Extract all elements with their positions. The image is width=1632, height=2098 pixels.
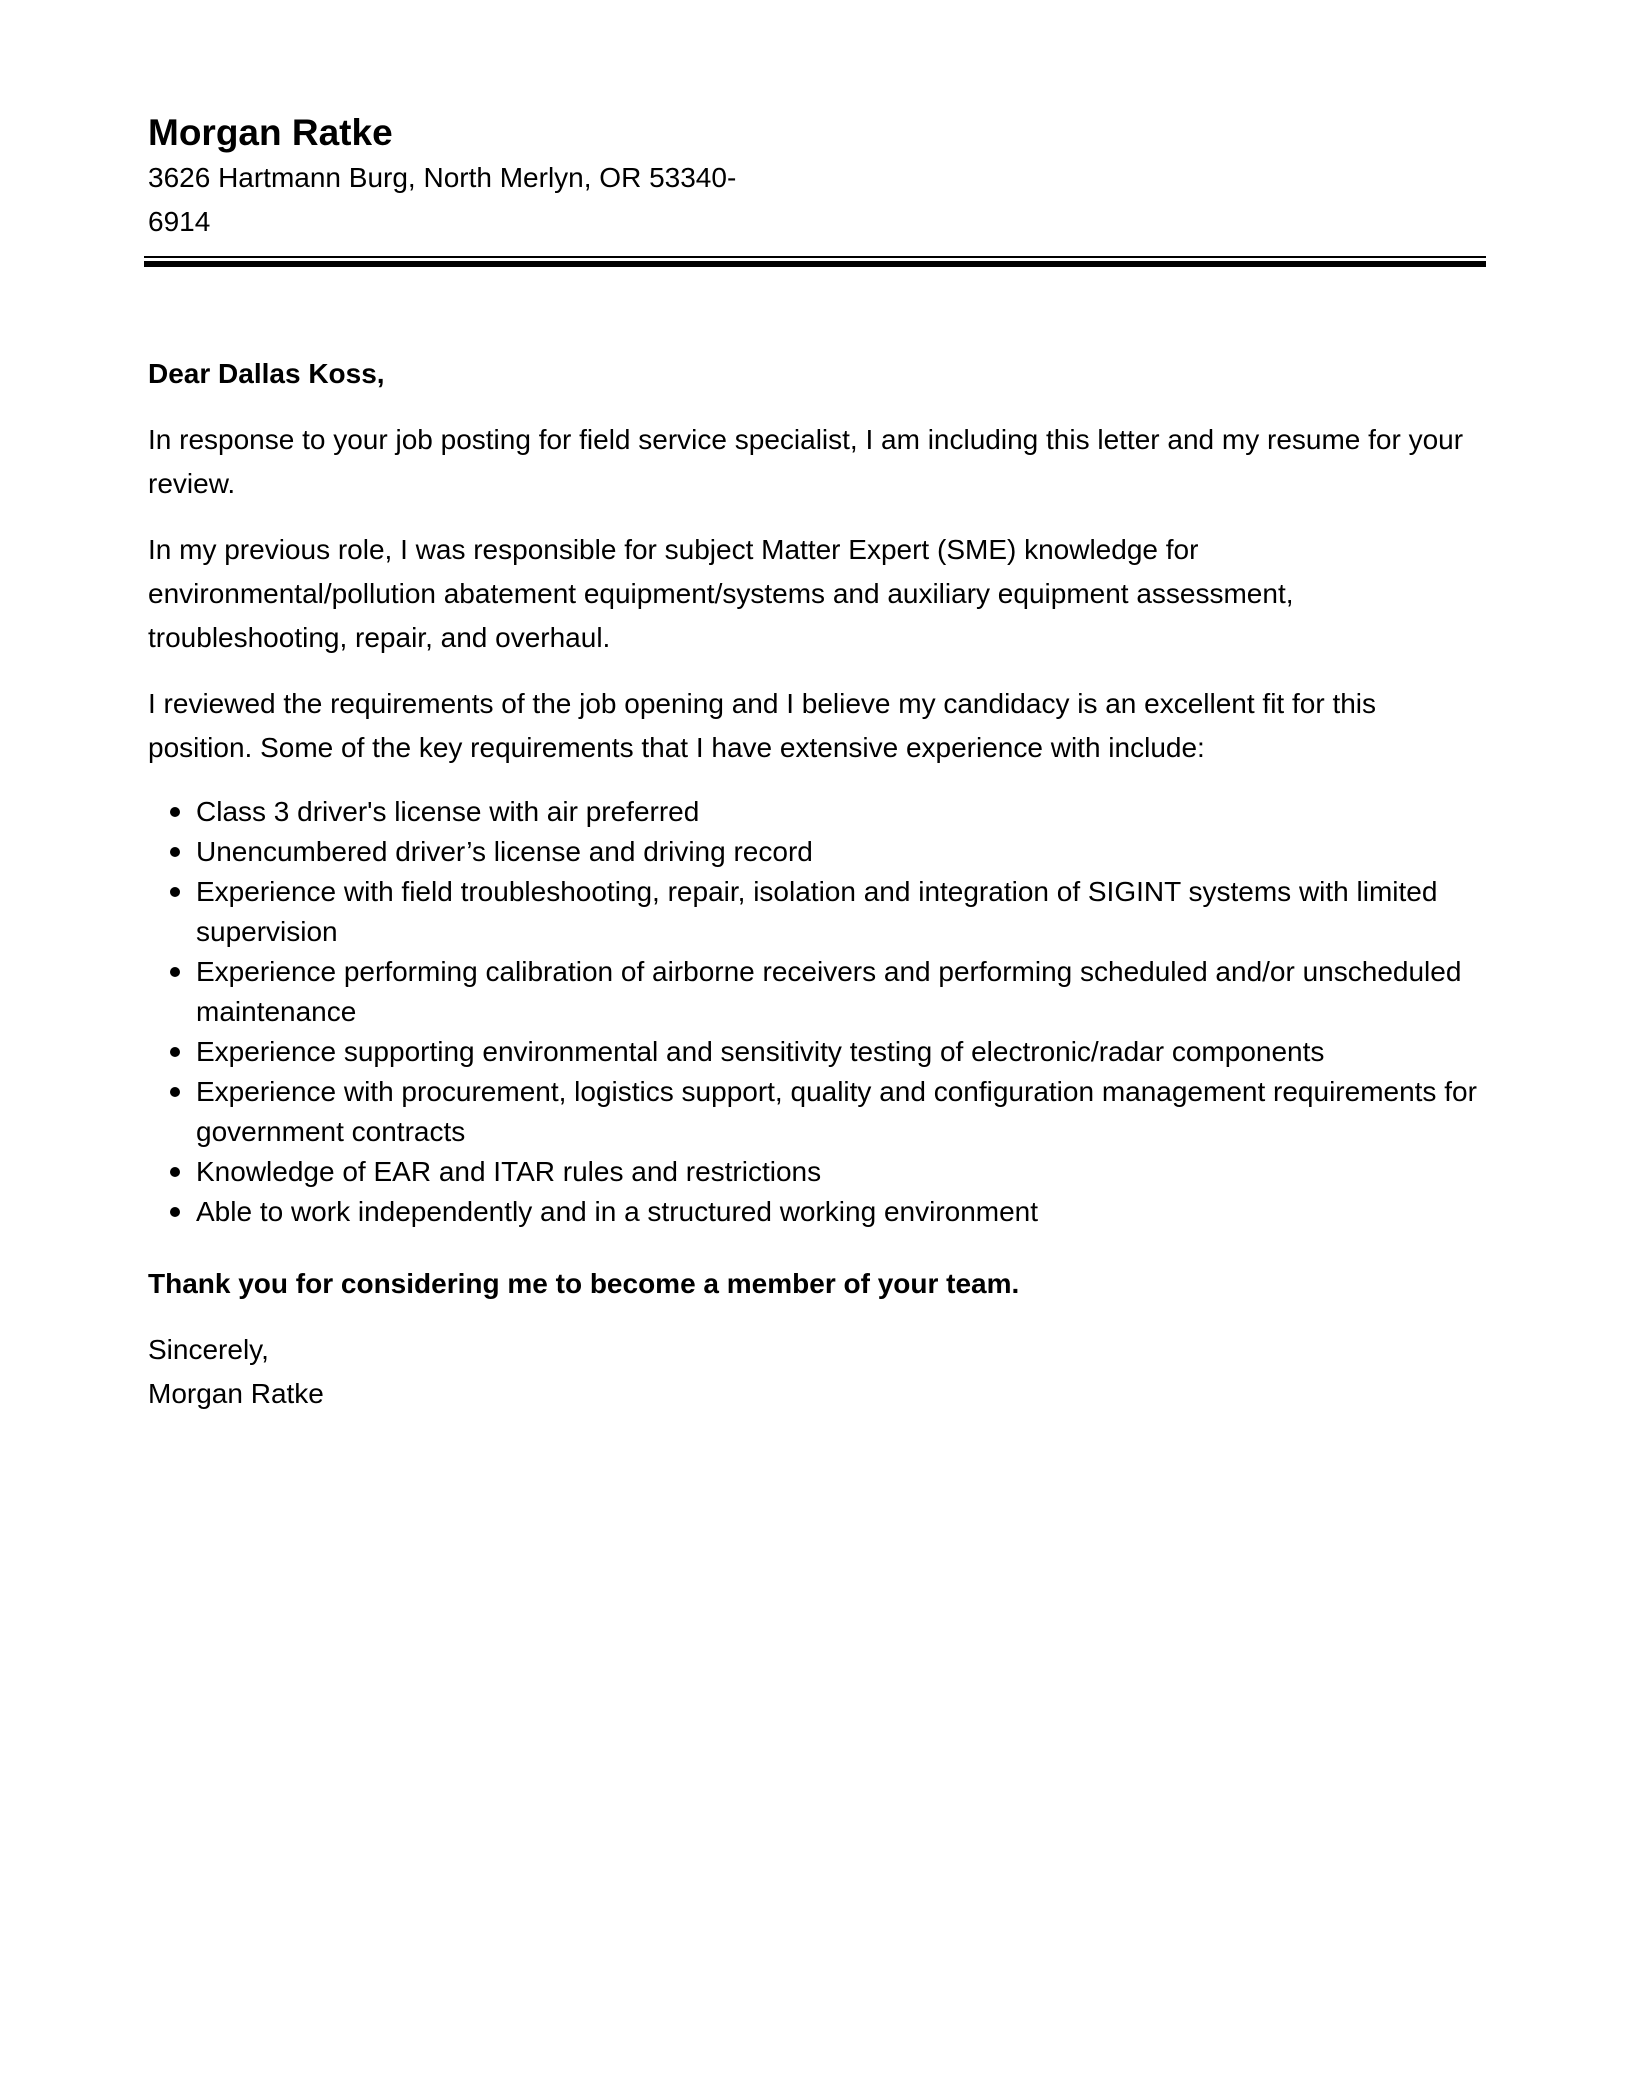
closing-statement: Thank you for considering me to become a member of your team. <box>148 1268 1020 1299</box>
list-item-text: Experience performing calibration of airborne receivers and performing scheduled and/or unscheduled maintenance <box>196 956 1462 1027</box>
sender-name: Morgan Ratke <box>148 112 393 153</box>
requirements-list <box>148 792 1488 1232</box>
list-item <box>148 1192 1488 1232</box>
list-item <box>148 832 1488 872</box>
salutation: Dear Dallas Koss, <box>148 358 385 389</box>
bullet-icon <box>170 887 180 897</box>
bullet-icon <box>170 1047 180 1057</box>
list-item <box>148 872 1488 952</box>
letter-body <box>148 352 1488 1416</box>
paragraph-requirements-intro: I reviewed the requirements of the job opening and I believe my candidacy is an excellent fit for this position. Some of the key requirements that I have extensive experience with include: <box>148 688 1377 763</box>
list-item <box>148 792 1488 832</box>
list-item <box>148 952 1488 1032</box>
bullet-icon <box>170 807 180 817</box>
signoff: Sincerely, <box>148 1334 269 1365</box>
list-item-text: Experience supporting environmental and sensitivity testing of electronic/radar components <box>196 1036 1325 1067</box>
list-item-text: Knowledge of EAR and ITAR rules and restrictions <box>196 1156 822 1187</box>
list-item <box>148 1072 1488 1152</box>
paragraph-experience: In my previous role, I was responsible for subject Matter Expert (SME) knowledge for environmental/pollution abatement equipment/systems and auxiliary equipment assessment, troubleshooting, repair, and overhaul. <box>148 534 1294 653</box>
letter-header <box>148 110 1488 244</box>
bullet-icon <box>170 847 180 857</box>
list-item-text: Class 3 driver's license with air preferred <box>196 796 700 827</box>
list-item-text: Experience with procurement, logistics support, quality and configuration management requirements for government contracts <box>196 1076 1477 1147</box>
header-divider <box>144 256 1486 267</box>
list-item-text: Unencumbered driver’s license and driving record <box>196 836 813 867</box>
paragraph-intro: In response to your job posting for field service specialist, I am including this letter and my resume for your review. <box>148 424 1464 499</box>
list-item <box>148 1032 1488 1072</box>
bullet-icon <box>170 1167 180 1177</box>
bullet-icon <box>170 967 180 977</box>
signature-name: Morgan Ratke <box>148 1378 324 1409</box>
list-item-text: Experience with field troubleshooting, repair, isolation and integration of SIGINT systems with limited supervision <box>196 876 1438 947</box>
bullet-icon <box>170 1087 180 1097</box>
list-item-text: Able to work independently and in a structured working environment <box>196 1196 1039 1227</box>
bullet-icon <box>170 1207 180 1217</box>
list-item <box>148 1152 1488 1192</box>
sender-address: 3626 Hartmann Burg, North Merlyn, OR 53340-6914 <box>148 162 737 237</box>
